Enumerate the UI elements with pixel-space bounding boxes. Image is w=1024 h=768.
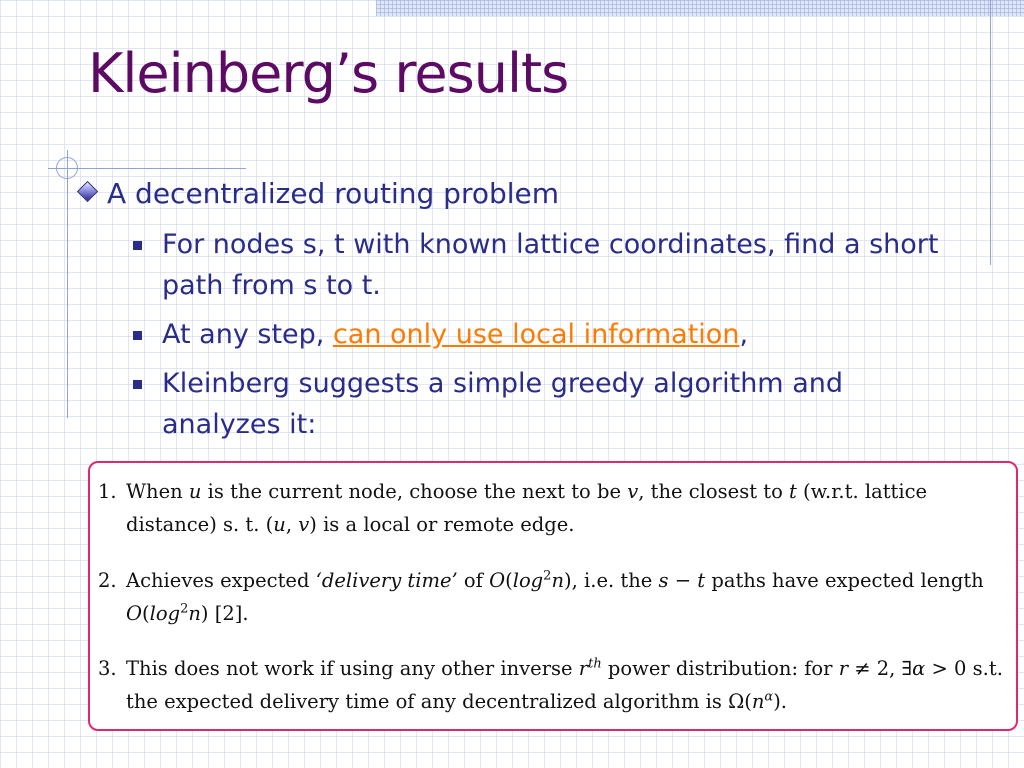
result-text: When u is the current node, choose the next to be v, the closest to t (w.r.t. lattice distance) s. t. (u, v) is a local or remote edge. [126, 480, 928, 536]
bullet-text: For nodes s, t with known lattice coordinates, find a short path from s to t. [162, 229, 939, 301]
level1-text: A decentralized routing problem [107, 177, 560, 210]
local-information-link[interactable]: can only use local information [332, 319, 740, 350]
top-decor-band [376, 0, 1024, 16]
square-bullet-icon [133, 380, 142, 389]
result-number: 3. [98, 657, 117, 680]
bullet-text-post: , [739, 319, 749, 350]
left-decor-line [67, 150, 68, 418]
bullet-text-pre: At any step, [162, 319, 333, 350]
results-box [88, 461, 1018, 731]
bullet-text: Kleinberg suggests a simple greedy algorithm and analyzes it: [162, 368, 843, 440]
diamond-bullet-icon [77, 181, 98, 202]
slide-title: Kleinberg’s results [88, 42, 569, 105]
square-bullet-icon [133, 331, 142, 340]
result-item-2 [98, 564, 1016, 630]
right-decor-line [990, 0, 991, 265]
result-item-3 [98, 652, 1016, 718]
result-number: 1. [98, 480, 117, 503]
square-bullet-icon [133, 241, 142, 250]
decor-circle [56, 157, 78, 179]
bullet-item [131, 224, 951, 306]
result-text: Achieves expected ‘delivery time’ of $O(\log^2n)$, i.e. the s − t paths have expected length $O(\log^2n)$ [2]. [126, 568, 984, 625]
result-item-1 [98, 475, 1016, 541]
level1-bullet [80, 177, 559, 210]
bullet-list [131, 224, 951, 453]
result-number: 2. [98, 569, 117, 592]
result-text: This does not work if using any other inverse $r^{th}$ power distribution: for r ≠ 2, ∃α > 0 s.t. the expected delivery time of any decentralized algorithm is $\Omega(n^\alpha)$. [126, 656, 1003, 713]
bullet-item [131, 314, 951, 355]
bullet-item [131, 363, 951, 445]
